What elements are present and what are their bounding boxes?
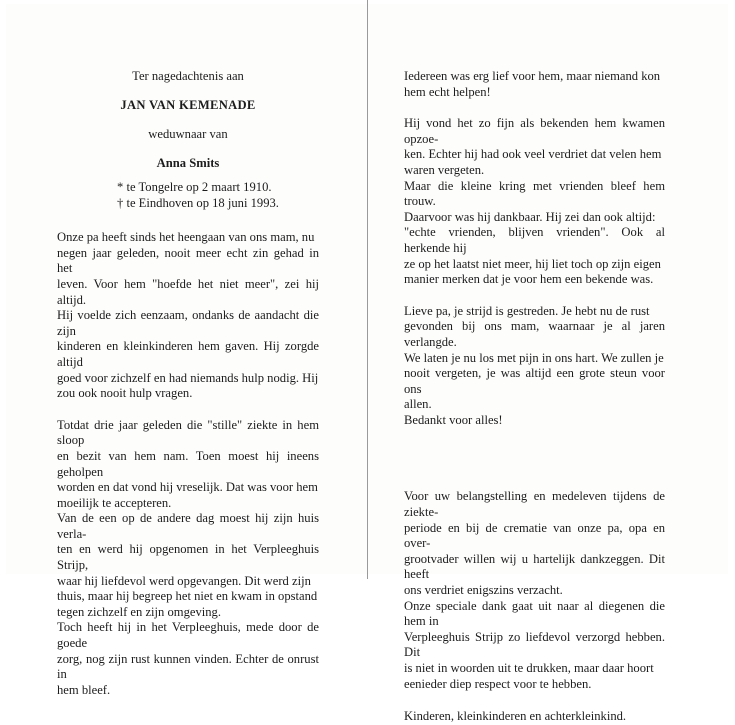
deceased-name: JAN VAN KEMENADE: [120, 98, 256, 112]
text-line: Daarvoor was hij dankbaar. Hij zei dan ook altijd:: [404, 209, 656, 224]
left-page: [57, 69, 319, 698]
text-line: moeilijk te accepteren.: [57, 495, 172, 510]
text-line: Onze speciale dank gaat uit naar al diegenen die hem in: [404, 598, 665, 629]
text-line: hem bleef.: [57, 682, 111, 697]
intro-text: Ter nagedachtenis aan: [132, 69, 244, 83]
text-line: hem echt helpen!: [404, 84, 491, 99]
text-line: Totdat drie jaar geleden die "stille" ziekte in hem sloop: [57, 417, 319, 448]
text-line: Onze pa heeft sinds het heengaan van ons mam, nu: [57, 230, 315, 245]
text-line: Voor uw belangstelling en medeleven tijdens de ziekte-: [404, 489, 665, 520]
text-line: Van de een op de andere dag moest hij zijn huis verla-: [57, 511, 319, 541]
text-line: zou ook nooit hulp vragen.: [57, 386, 193, 401]
left-paragraph-1: [57, 230, 319, 402]
text-line: manier merken dat je voor hem een bekende was.: [404, 272, 654, 287]
text-line: leven. Voor hem "hoefde het niet meer", zei hij altijd.: [57, 276, 319, 307]
text-line: Verpleeghuis Strijp zo liefdevol verzorgd hebben. Dit: [404, 629, 665, 660]
text-line: tegen zichzelf en zijn omgeving.: [57, 604, 222, 619]
text-line: Iedereen was erg lief voor hem, maar niemand kon: [404, 69, 661, 83]
card-header: [57, 69, 319, 180]
text-line: is niet in woorden uit te drukken, maar daar hoort: [404, 661, 654, 675]
text-line: Toch heeft hij in het Verpleeghuis, mede door de goede: [57, 620, 319, 651]
text-line: Maar die kleine kring met vrienden bleef hem trouw.: [404, 178, 665, 209]
right-paragraph-3: [404, 304, 665, 429]
text-line: kinderen en kleinkinderen hem gaven. Hij zorgde altijd: [57, 339, 319, 369]
text-line: grootvader willen wij u hartelijk dankzeggen. Dit heeft: [404, 551, 665, 582]
widow-of-text: weduwnaar van: [148, 127, 228, 141]
spouse-name: Anna Smits: [156, 156, 220, 170]
right-page: [404, 69, 665, 725]
text-line: Hij vond het zo fijn als bekenden hem kwamen opzoe-: [404, 116, 665, 146]
right-paragraph-2: [404, 116, 665, 288]
text-line: eenieder diep respect voor te hebben.: [404, 676, 592, 691]
text-line: zorg, nog zijn rust kunnen vinden. Echter de onrust in: [57, 651, 319, 682]
text-line: goed voor zichzelf en had niemands hulp nodig. Hij: [57, 370, 319, 385]
text-line: "echte vrienden, blijven vrienden". Ook al herkende hij: [404, 225, 665, 255]
text-line: en bezit van hem nam. Toen moest hij ineens geholpen: [57, 448, 319, 479]
right-paragraph-4: [404, 489, 665, 692]
text-line: gevonden bij ons mam, waarnaar je al jaren verlangde.: [404, 319, 665, 349]
left-paragraph-2: [57, 418, 319, 699]
text-line: waar hij liefdevol werd opgevangen. Dit werd zijn: [57, 573, 311, 588]
text-line: waren vergeten.: [404, 162, 485, 177]
text-line: ons verdriet enigszins verzacht.: [404, 583, 563, 598]
life-dates: [117, 180, 319, 211]
right-paragraph-1: [404, 69, 665, 100]
text-line: Bedankt voor alles!: [404, 412, 503, 427]
center-fold-line: [367, 0, 368, 579]
text-line: periode en bij de crematie van onze pa, opa en over-: [404, 520, 665, 551]
text-line: We laten je nu los met pijn in ons hart. We zullen je: [404, 350, 664, 365]
birth-line: * te Tongelre op 2 maart 1910.: [117, 180, 272, 194]
text-line: ken. Echter hij had ook veel verdriet dat velen hem: [404, 147, 662, 162]
signature-block: [404, 709, 665, 725]
text-line: ze op het laatst niet meer, hij liet toch op zijn eigen: [404, 256, 661, 271]
text-line: thuis, maar hij begreep het niet en kwam in opstand: [57, 589, 318, 604]
signature-line: Kinderen, kleinkinderen en achterkleinkind.: [404, 709, 627, 724]
text-line: worden en dat vond hij vreselijk. Dat was voor hem: [57, 480, 318, 495]
text-line: negen jaar geleden, nooit meer echt zin gehad in het: [57, 245, 319, 276]
text-line: Lieve pa, je strijd is gestreden. Je hebt nu de rust: [404, 303, 650, 318]
text-line: allen.: [404, 397, 432, 412]
text-line: nooit vergeten, je was altijd een grote steun voor ons: [404, 366, 665, 396]
text-line: Hij voelde zich eenzaam, ondanks de aandacht die zijn: [57, 308, 319, 338]
text-line: ten en werd hij opgenomen in het Verpleeghuis Strijp,: [57, 542, 319, 573]
death-line: † te Eindhoven op 18 juni 1993.: [117, 195, 279, 210]
